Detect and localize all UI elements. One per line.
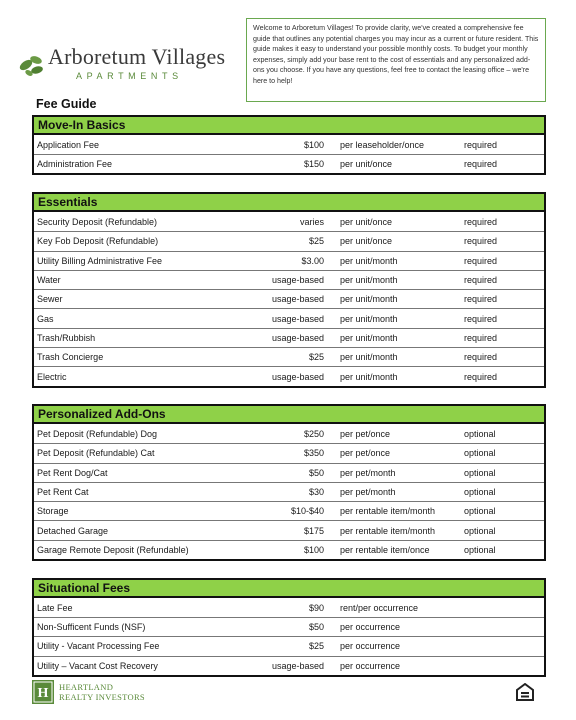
fee-unit: per unit/month [340, 255, 398, 266]
fee-row [34, 366, 544, 385]
fee-row [34, 135, 544, 154]
fee-amount: $100 [303, 544, 324, 555]
fee-unit: per unit/month [340, 313, 398, 324]
heartland-text [59, 682, 145, 702]
fee-status: optional [464, 525, 496, 536]
fee-unit: per unit/once [340, 236, 393, 247]
fee-row [34, 251, 544, 270]
leaves-icon [18, 52, 48, 78]
fee-row [34, 212, 544, 231]
section-header: Move-In Basics [32, 115, 546, 135]
fee-unit: per occurrence [340, 641, 401, 652]
fee-row [34, 443, 544, 462]
fee-status: required [464, 294, 498, 305]
fee-status: required [464, 275, 498, 286]
fee-amount: $250 [303, 428, 324, 439]
fee-name: Detached Garage [37, 525, 109, 536]
fee-name: Pet Rent Dog/Cat [37, 467, 108, 478]
fee-row [34, 347, 544, 366]
arboretum-logo [18, 42, 238, 86]
page-header [0, 0, 576, 110]
fee-unit: per leaseholder/once [340, 139, 425, 150]
fee-amount: $175 [303, 525, 324, 536]
fee-status: required [464, 255, 498, 266]
fee-amount: usage-based [271, 371, 324, 382]
fee-status: required [464, 236, 498, 247]
section-header: Situational Fees [32, 578, 546, 598]
fee-row [34, 424, 544, 443]
fee-unit: per rentable item/once [340, 544, 430, 555]
fee-amount: $25 [308, 352, 324, 363]
fee-name: Administration Fee [37, 159, 113, 169]
fee-row [34, 463, 544, 482]
fee-name: Sewer [37, 294, 63, 305]
fee-name: Utility – Vacant Cost Recovery [37, 660, 158, 671]
heartland-logo-mark [32, 680, 54, 704]
fee-amount: $50 [308, 467, 324, 478]
fee-status: optional [464, 544, 496, 555]
fee-name: Application Fee [37, 139, 100, 150]
fee-status: optional [464, 506, 496, 517]
section-header: Essentials [32, 192, 546, 212]
fee-table [32, 424, 546, 561]
fee-unit: per unit/once [340, 159, 393, 169]
fee-row [34, 289, 544, 308]
fee-name: Non-Sufficent Funds (NSF) [37, 622, 146, 633]
heartland-h-icon [32, 680, 54, 704]
welcome-box: Welcome to Arboretum Villages! To provide clarity, we've created a comprehensive fee guide that outlines any potential charges you may incur as a current or future resident. This guide makes it easy to understand your possible monthly costs. To budget your monthly expenses, simply add your base rent to the cost of essentials and any personalized add-ons you choose. If you have any questions, feel free to contact the leasing office – we're here to help! [246, 18, 546, 102]
company-line1: HEARTLAND [59, 682, 114, 692]
section-move-in-basics [32, 115, 546, 175]
fee-amount: usage-based [271, 660, 324, 671]
fee-name: Water [37, 275, 61, 286]
fee-name: Key Fob Deposit (Refundable) [37, 236, 159, 247]
fee-amount: usage-based [271, 275, 324, 286]
fee-row [34, 501, 544, 520]
fee-unit: per pet/once [340, 428, 391, 439]
fee-row [34, 231, 544, 250]
fee-amount: $150 [303, 159, 324, 169]
fee-name: Pet Deposit (Refundable) Dog [37, 428, 158, 439]
fee-name: Trash/Rubbish [37, 332, 96, 343]
section-situational-fees [32, 578, 546, 677]
fee-guide-title: Fee Guide [36, 97, 97, 111]
fee-status: required [464, 159, 498, 169]
fee-status: optional [464, 428, 496, 439]
heartland-logo-letter: H [37, 686, 49, 701]
fee-amount: usage-based [271, 332, 324, 343]
fee-name: Garage Remote Deposit (Refundable) [37, 544, 189, 555]
fee-amount: $100 [303, 139, 324, 150]
fee-status: optional [464, 487, 496, 498]
fee-unit: per pet/once [340, 448, 391, 459]
fee-row [34, 656, 544, 675]
fee-unit: per rentable item/month [340, 506, 436, 517]
fee-amount: $25 [308, 236, 324, 247]
fee-name: Pet Rent Cat [37, 487, 89, 498]
fee-name: Electric [37, 371, 67, 382]
fee-table [32, 598, 546, 677]
equal-housing-opportunity-icon [516, 683, 534, 701]
fee-status: required [464, 313, 498, 324]
fee-amount: $3.00 [301, 255, 324, 266]
fee-status: required [464, 352, 498, 363]
fee-name: Pet Deposit (Refundable) Cat [37, 448, 155, 459]
section-header: Personalized Add-Ons [32, 404, 546, 424]
fee-amount: $350 [303, 448, 324, 459]
fee-status: required [464, 332, 498, 343]
fee-unit: per rentable item/month [340, 525, 436, 536]
fee-unit: per pet/month [340, 487, 396, 498]
fee-amount: $10-$40 [290, 506, 324, 517]
fee-name: Utility Billing Administrative Fee [37, 255, 163, 266]
fee-unit: per unit/once [340, 216, 393, 227]
fee-amount: $90 [308, 602, 324, 613]
fee-amount: usage-based [271, 313, 324, 324]
fee-name: Security Deposit (Refundable) [37, 216, 158, 227]
fee-unit: per pet/month [340, 467, 396, 478]
fee-unit: per unit/month [340, 332, 398, 343]
fee-unit: per occurrence [340, 660, 401, 671]
fee-row [34, 328, 544, 347]
fee-unit: rent/per occurrence [340, 602, 419, 613]
fee-row [34, 154, 544, 173]
fee-unit: per unit/month [340, 275, 398, 286]
fee-row [34, 270, 544, 289]
fee-amount: $25 [308, 641, 324, 652]
fee-status: required [464, 216, 498, 227]
fee-table [32, 212, 546, 388]
fee-row [34, 598, 544, 617]
fee-row [34, 540, 544, 559]
fee-status: optional [464, 448, 496, 459]
fee-table [32, 135, 546, 175]
fee-name: Trash Concierge [37, 352, 104, 363]
fee-unit: per unit/month [340, 371, 398, 382]
fee-amount: varies [299, 216, 324, 227]
fee-name: Gas [37, 313, 54, 324]
fee-name: Late Fee [37, 602, 73, 613]
company-line2: REALTY INVESTORS [59, 692, 145, 702]
fee-status: optional [464, 467, 496, 478]
fee-row [34, 482, 544, 501]
heartland-logo [32, 680, 162, 706]
fee-unit: per unit/month [340, 352, 398, 363]
fee-row [34, 617, 544, 636]
fee-unit: per occurrence [340, 622, 401, 633]
fee-row [34, 308, 544, 327]
fee-row [34, 636, 544, 655]
fee-row [34, 520, 544, 539]
fee-name: Utility - Vacant Processing Fee [37, 641, 160, 652]
fee-amount: $50 [308, 622, 324, 633]
section-essentials [32, 192, 546, 388]
fee-status: required [464, 139, 498, 150]
fee-unit: per unit/month [340, 294, 398, 305]
fee-amount: $30 [308, 487, 324, 498]
fee-status: required [464, 371, 498, 382]
section-personalized-add-ons [32, 404, 546, 561]
logo-name: Arboretum Villages [48, 44, 226, 69]
logo-subtitle: APARTMENTS [76, 71, 183, 81]
fee-amount: usage-based [271, 294, 324, 305]
fee-name: Storage [37, 506, 69, 517]
